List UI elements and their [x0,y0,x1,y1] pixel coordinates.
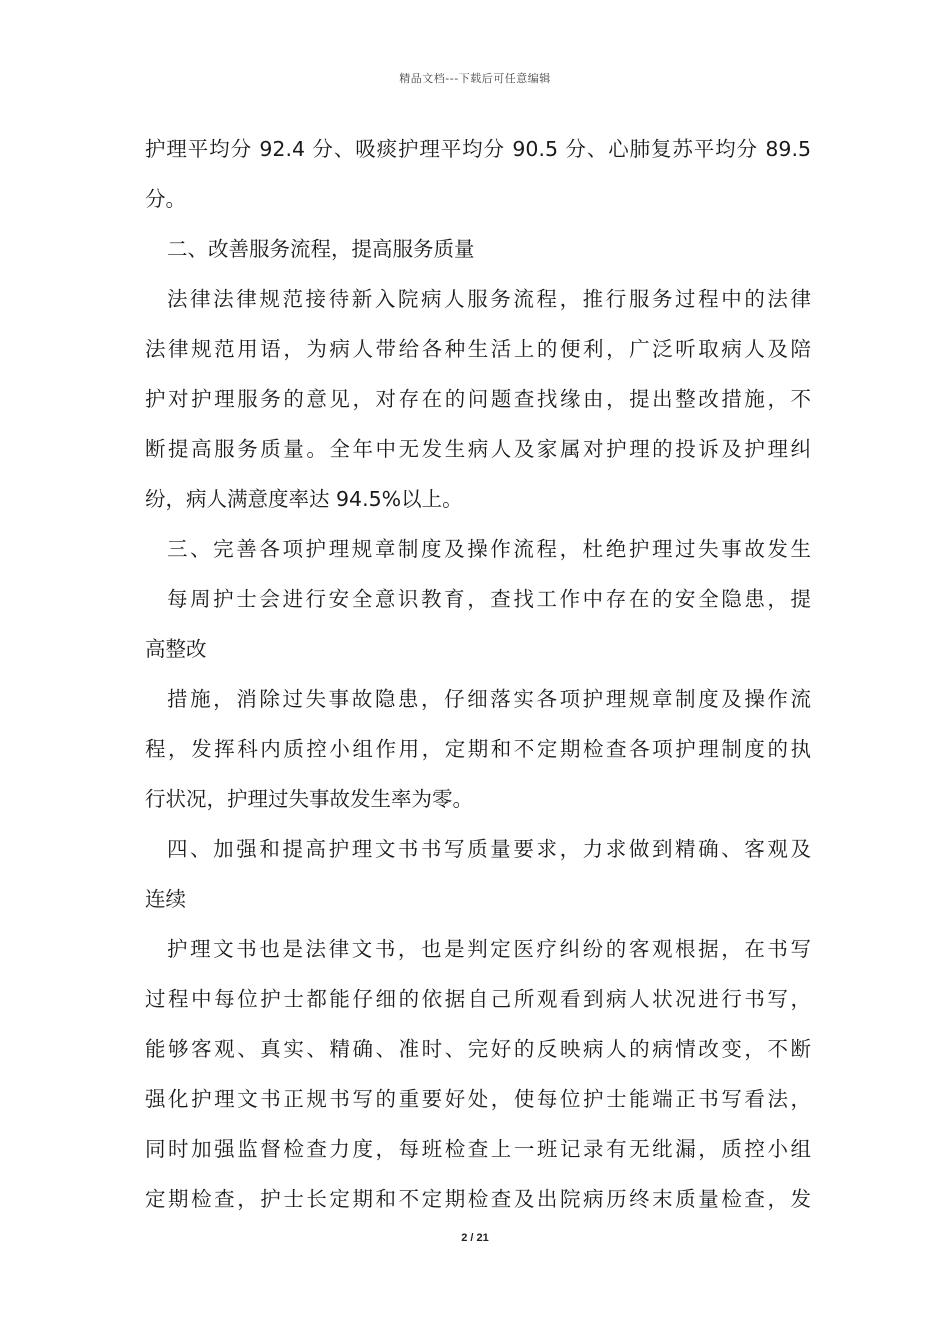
text-line: 每周护士会进行安全意识教育，查找工作中存在的安全隐患，提 [167,587,811,611]
text-line: 能够客观、真实、精确、准时、完好的反映病人的病情改变，不断 [145,1037,811,1061]
text-line: 分。 [145,187,186,211]
text-line: 高整改 [145,637,207,661]
text-line: 护对护理服务的意见，对存在的问题查找缘由，提出整改措施，不 [145,387,811,411]
text-line: 程，发挥科内质控小组作用，定期和不定期检查各项护理制度的执 [145,737,811,761]
text-line: 护理平均分 92.4 分、吸痰护理平均分 90.5 分、心肺复苏平均分 89.5 [145,137,811,161]
text-line: 强化护理文书正规书写的重要好处，使每位护士能端正书写看法， [145,1087,811,1111]
page-header: 精品文档---下载后可任意编辑 [399,72,551,85]
text-line: 过程中每位护士都能仔细的依据自己所观看到病人状况进行书写， [145,987,811,1011]
text-line: 断提高服务质量。全年中无发生病人及家属对护理的投诉及护理纠 [145,437,811,461]
text-line: 措施，消除过失事故隐患，仔细落实各项护理规章制度及操作流 [167,687,811,711]
page-number: 2 / 21 [461,1232,489,1244]
section-heading: 二、改善服务流程，提高服务质量 [167,237,475,261]
document-body [145,124,811,1224]
text-line: 同时加强监督检查力度，每班检查上一班记录有无纰漏，质控小组 [145,1137,811,1161]
text-line: 纷，病人满意度率达 94.5%以上。 [145,487,463,511]
section-heading: 四、加强和提高护理文书书写质量要求，力求做到精确、客观及 [167,837,811,861]
text-line: 护理文书也是法律文书，也是判定医疗纠纷的客观根据，在书写 [167,937,811,961]
section-heading: 连续 [145,887,186,911]
text-line: 行状况，护理过失事故发生率为零。 [145,787,473,811]
text-line: 定期检查，护士长定期和不定期检查及出院病历终末质量检查，发 [145,1187,811,1211]
section-heading: 三、完善各项护理规章制度及操作流程，杜绝护理过失事故发生 [167,537,811,561]
text-line: 法律法律规范接待新入院病人服务流程，推行服务过程中的法律 [167,287,811,311]
text-line: 法律规范用语，为病人带给各种生活上的便利，广泛听取病人及陪 [145,337,811,361]
